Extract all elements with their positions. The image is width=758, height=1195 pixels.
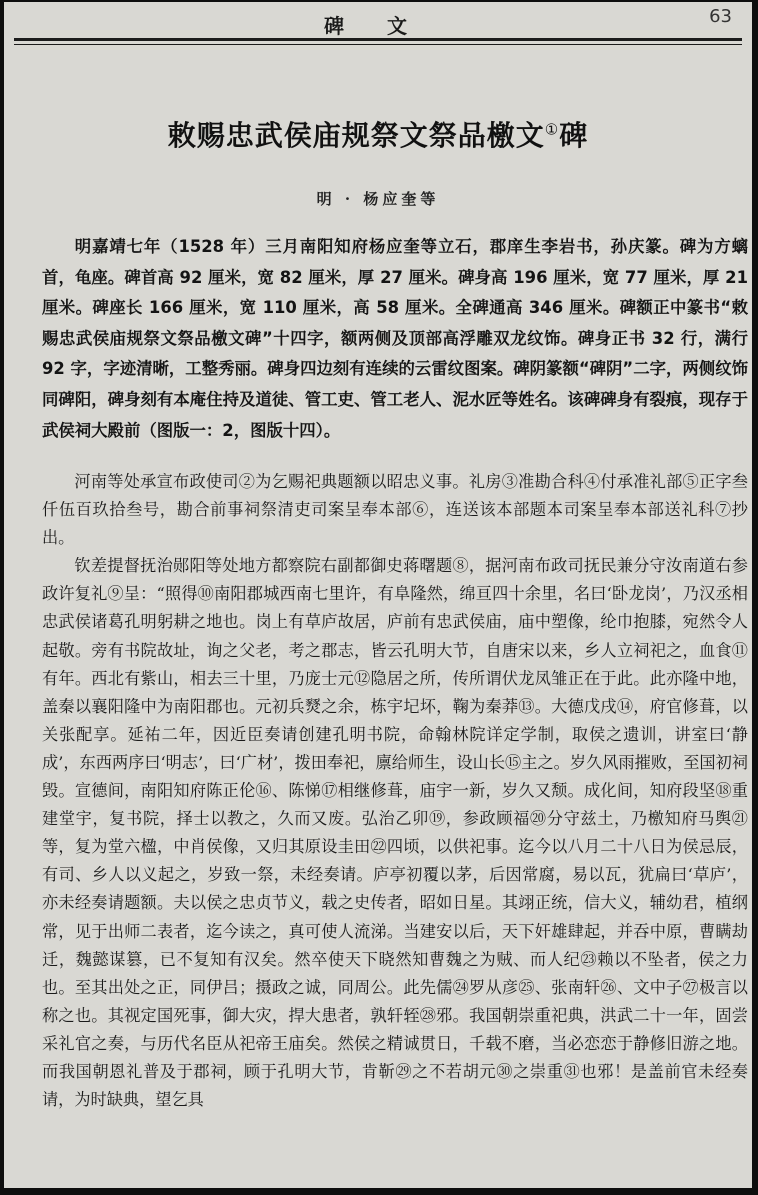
article-title <box>4 114 752 154</box>
running-head: 碑 文 <box>324 14 425 38</box>
article-author: 明 · 杨应奎等 <box>316 190 440 208</box>
body-paragraph-2: 钦差提督抚治郧阳等处地方都察院右副都御史蒋曙题⑧，据河南布政司抚民兼分守汝南道右参政许复礼⑨呈：“照得⑩南阳郡城西南七里许，有阜隆然，绵亘四十余里，名曰‘卧龙岗’，乃汉丞相忠武侯诸葛孔明躬耕之地也。岗上有草庐故居，庐前有忠武侯庙，庙中塑像，纶巾抱膝，宛然令人起敬。旁有书院故址，询之父老，考之郡志，皆云孔明大节，自唐宋以来，乡人立祠祀之，血食⑪有年。西北有紫山，相去三十里，乃庞士元⑫隐居之所，传所谓伏龙凤雏正在于此。此亦隆中地，盖秦以襄阳隆中为南阳郡也。元初兵燹之余，栋宇圮坏，鞠为秦莽⑬。大德戊戌⑭，府官修葺，以关张配享。延祐二年，因近臣奏请创建孔明书院，命翰林院详定学制，取侯之遗训，讲室曰‘静成’，东西两序曰‘明志’，曰‘广材’，拨田奉祀，廪给师生，设山长⑮主之。岁久风雨摧败，至国初祠毁。宣德间，南阳知府陈正伦⑯、陈悌⑰相继修葺，庙宇一新，岁久又颓。成化间，知府段坚⑱重建堂宇，复书院，择士以教之，久而又废。弘治乙卯⑲，参政顾福⑳分守兹土，乃檄知府马舆㉑等，复为堂六楹，中肖侯像，又归其原设圭田㉒四顷，以供祀事。迄今以八月二十八日为侯忌辰，有司、乡人以义起之，岁致一祭，未经奏请。庐亭初覆以茅，后因常腐，易以瓦，犹扁曰‘草庐’，亦未经奏请题额。夫以侯之忠贞节义，载之史传者，昭如日星。其翊正统，信大义，辅幼君，植纲常，见于出师二表者，迄今读之，真可使人流涕。当建安以后，天下奸雄肆起，并吞中原，曹瞒劫迁，魏懿谋篡，已不复知有汉矣。然卒使天下晓然知曹魏之为贼、而人纪㉓赖以不坠者，侯之力也。至其出处之正，同伊吕；摄政之诚，同周公。此先儒㉔罗从彦㉕、张南轩㉖、文中子㉗极言以称之也。其视定国死事，御大灾，捍大患者，孰轩轾㉘邪。我国朝崇重祀典，洪武二十一年，固尝采礼官之奏，与历代名臣从祀帝王庙矣。然侯之精诚贯日，千载不磨，当必恋恋于静修旧游之地。而我国朝恩礼普及于郡祠，顾于孔明大节，肯靳㉙之不若胡元㉚之崇重㉛也邪！是盖前官未经奏请，为时缺典，望乞具 <box>42 556 748 1110</box>
body-paragraph-1: 河南等处承宣布政使司②为乞赐祀典题额以昭忠义事。礼房③准勘合科④付承准礼部⑤正字叁仟伍百玖拾叁号，勘合前事祠祭清吏司案呈奉本部⑥，连送该本部题本司案呈奉本部送礼科⑦抄出。 <box>42 472 748 548</box>
title-end: 碑 <box>559 119 589 152</box>
inscription-text <box>42 468 748 1114</box>
page-header <box>4 2 752 42</box>
title-main: 敕赐忠武侯庙规祭文祭品檄文 <box>167 119 545 152</box>
intro-paragraph: 明嘉靖七年（1528 年）三月南阳知府杨应奎等立石，郡庠生李岩书，孙庆篆。碑为方螭首，龟座。碑首高 92 厘米，宽 82 厘米，厚 27 厘米。碑身高 196 厘米，宽 77 厘米，厚 21 厘米。碑座长 166 厘米，宽 110 厘米，高 58 厘米。全碑通高 346 厘米。碑额正中篆书“敕赐忠武侯庙规祭文祭品檄文碑”十四字，额两侧及顶部高浮雕双龙纹饰。碑身正书 32 行，满行 92 字，字迹清晰，工整秀丽。碑身四边刻有连续的云雷纹图案。碑阴篆额“碑阴”二字，两侧纹饰同碑阳，碑身刻有本庵住持及道徒、管工吏、管工老人、泥水匠等姓名。该碑碑身有裂痕，现存于武侯祠大殿前（图版一：2，图版十四）。 <box>42 237 748 440</box>
page-number: 63 <box>709 6 732 27</box>
header-rule-thick <box>14 38 742 41</box>
book-page <box>4 2 752 1188</box>
title-footnote-mark: ① <box>544 120 560 139</box>
intro-section <box>42 232 748 446</box>
header-rule-thin <box>14 44 742 45</box>
